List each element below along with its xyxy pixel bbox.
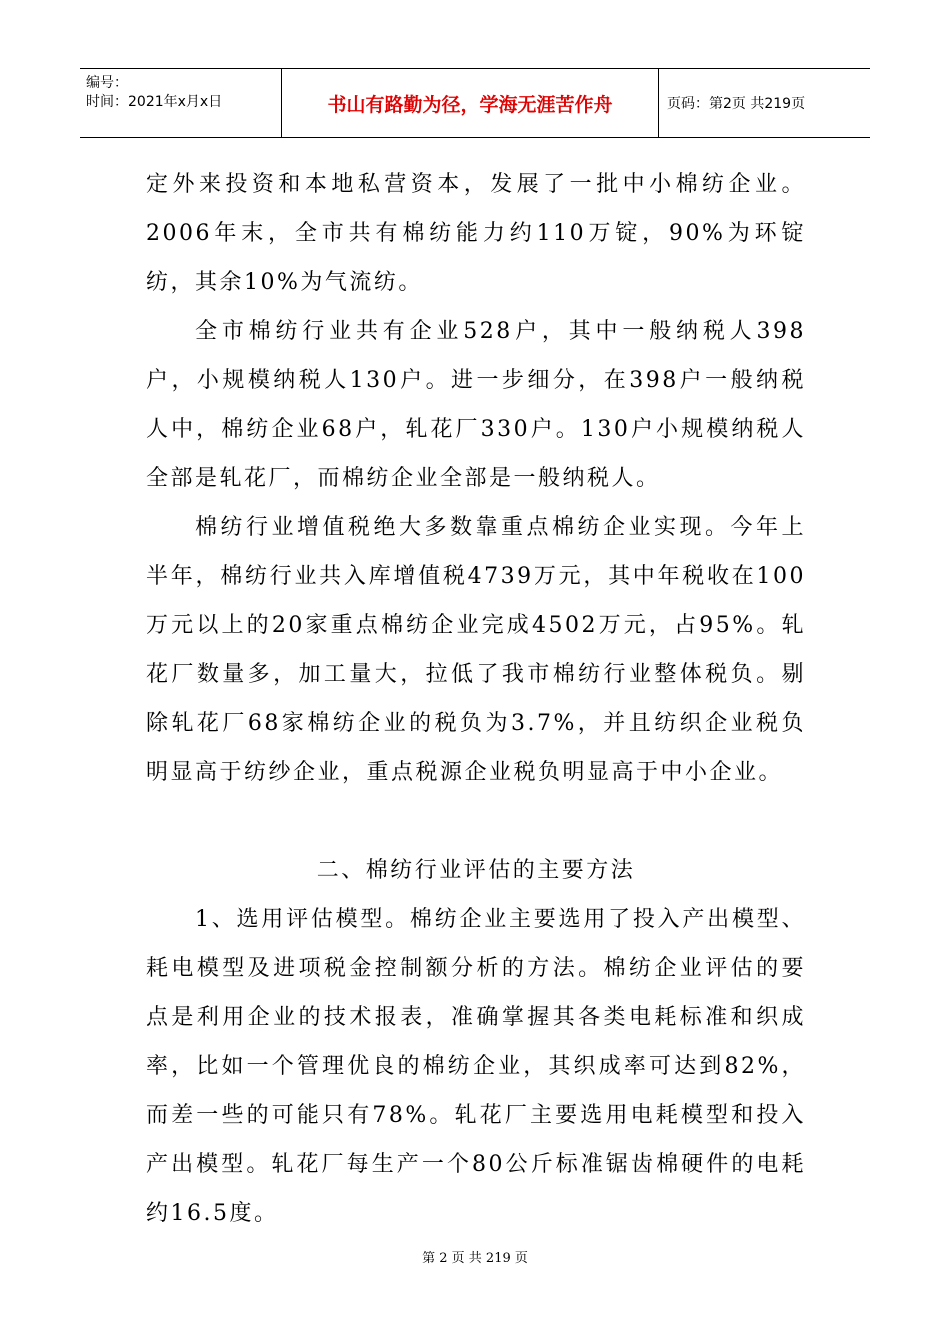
document-body: [146, 160, 806, 1238]
paragraph-spacer: [146, 797, 806, 846]
header-motto: 书山有路勤为径，学海无涯苦作舟: [282, 69, 659, 137]
header-page-info: 页码：第2页 共219页: [667, 96, 806, 112]
page-footer: 第 2 页 共 219 页: [422, 1251, 528, 1266]
page-header: [80, 68, 870, 138]
paragraph-1: 定外来投资和本地私营资本，发展了一批中小棉纺企业。2006年末，全市共有棉纺能力约110万锭，90%为环锭纺，其余10%为气流纺。: [146, 172, 806, 295]
paragraph-4: 1、选用评估模型。棉纺企业主要选用了投入产出模型、耗电模型及进项税金控制额分析的方法。棉纺企业评估的要点是利用企业的技术报表，准确掌握其各类电耗标准和织成率，比如一个管理优良的棉纺企业，其织成率可达到82%，而差一些的可能只有78%。轧花厂主要选用电耗模型和投入产出模型。轧花厂每生产一个80公斤标准锯齿棉硬件的电耗约16.5度。: [146, 907, 806, 1226]
document-date: 时间：2021年x月x日: [86, 94, 223, 110]
section-heading: 二、棉纺行业评估的主要方法: [316, 858, 636, 883]
paragraph-3: 棉纺行业增值税绝大多数靠重点棉纺企业实现。今年上半年，棉纺行业共入库增值税4739万元，其中年税收在100万元以上的20家重点棉纺企业完成4502万元，占95%。轧花厂数量多，加工量大，拉低了我市棉纺行业整体税负。剔除轧花厂68家棉纺企业的税负为3.7%，并且纺织企业税负明显高于纺纱企业，重点税源企业税负明显高于中小企业。: [146, 515, 806, 785]
header-meta: [80, 69, 282, 137]
document-number: 编号：: [86, 75, 128, 91]
paragraph-2: 全市棉纺行业共有企业528户，其中一般纳税人398户，小规模纳税人130户。进一步细分，在398户一般纳税人中，棉纺企业68户，轧花厂330户。130户小规模纳税人全部是轧花厂，而棉纺企业全部是一般纳税人。: [146, 319, 806, 491]
